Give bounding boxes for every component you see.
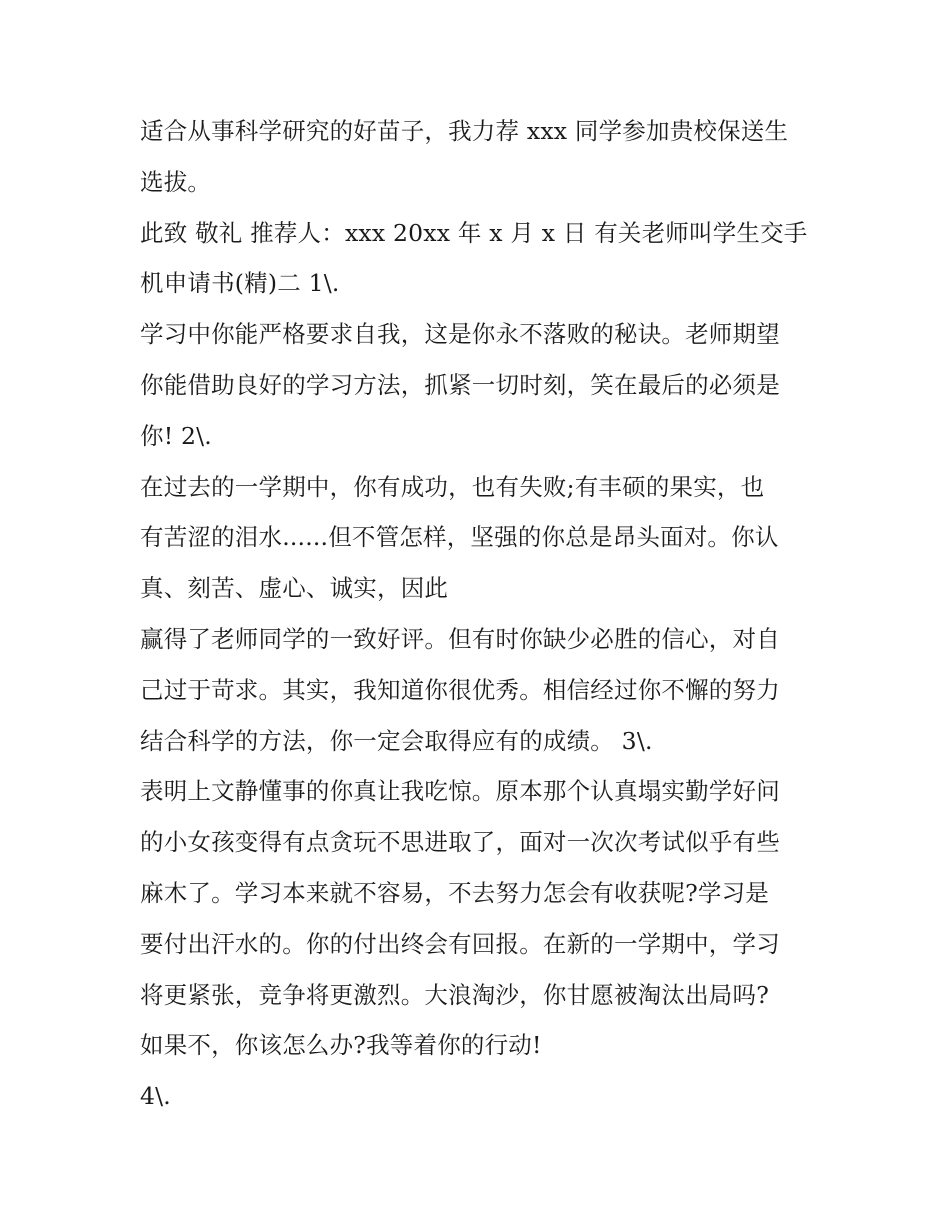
text-line: 你能借助良好的学习方法，抓紧一切时刻，笑在最后的必须是 — [140, 370, 780, 399]
text-line: 4\. — [140, 1082, 171, 1111]
text-line: 要付出汗水的。你的付出终会有回报。在新的一学期中，学习 — [140, 929, 780, 958]
text-line: 麻木了。学习本来就不容易，不去努力怎会有收获呢?学习是 — [140, 878, 769, 907]
text-line: 如果不，你该怎么办?我等着你的行动! — [140, 1031, 542, 1060]
text-line: 真、刻苦、虚心、诚实，因此 — [140, 574, 449, 603]
text-line: 此致 敬礼 推荐人：xxx 20xx 年 x 月 x 日 有关老师叫学生交手 — [140, 218, 808, 247]
text-line: 己过于苛求。其实，我知道你很优秀。相信经过你不懈的努力 — [140, 675, 780, 704]
text-line: 的小女孩变得有点贪玩不思进取了，面对一次次考试似乎有些 — [140, 828, 780, 857]
text-line: 有苦涩的泪水......但不管怎样，坚强的你总是昂头面对。你认 — [140, 523, 779, 552]
text-line: 你! 2\. — [140, 421, 212, 450]
text-line: 赢得了老师同学的一致好评。但有时你缺少必胜的信心，对自 — [140, 624, 780, 653]
text-line: 机申请书(精)二 1\. — [140, 269, 340, 298]
text-line: 适合从事科学研究的好苗子，我力荐 xxx 同学参加贵校保送生 — [140, 117, 789, 145]
text-line: 选拔。 — [140, 167, 212, 196]
text-line: 结合科学的方法，你一定会取得应有的成绩。 3\. — [140, 726, 653, 755]
text-line: 将更紧张，竞争将更激烈。大浪淘沙，你甘愿被淘汰出局吗? — [140, 980, 769, 1009]
text-line: 表明上文静懂事的你真让我吃惊。原本那个认真塌实勤学好问 — [140, 777, 780, 806]
text-line: 在过去的一学期中，你有成功，也有失败;有丰硕的果实，也 — [140, 472, 765, 501]
text-line: 学习中你能严格要求自我，这是你永不落败的秘诀。老师期望 — [140, 320, 780, 349]
document-body — [140, 106, 830, 1122]
